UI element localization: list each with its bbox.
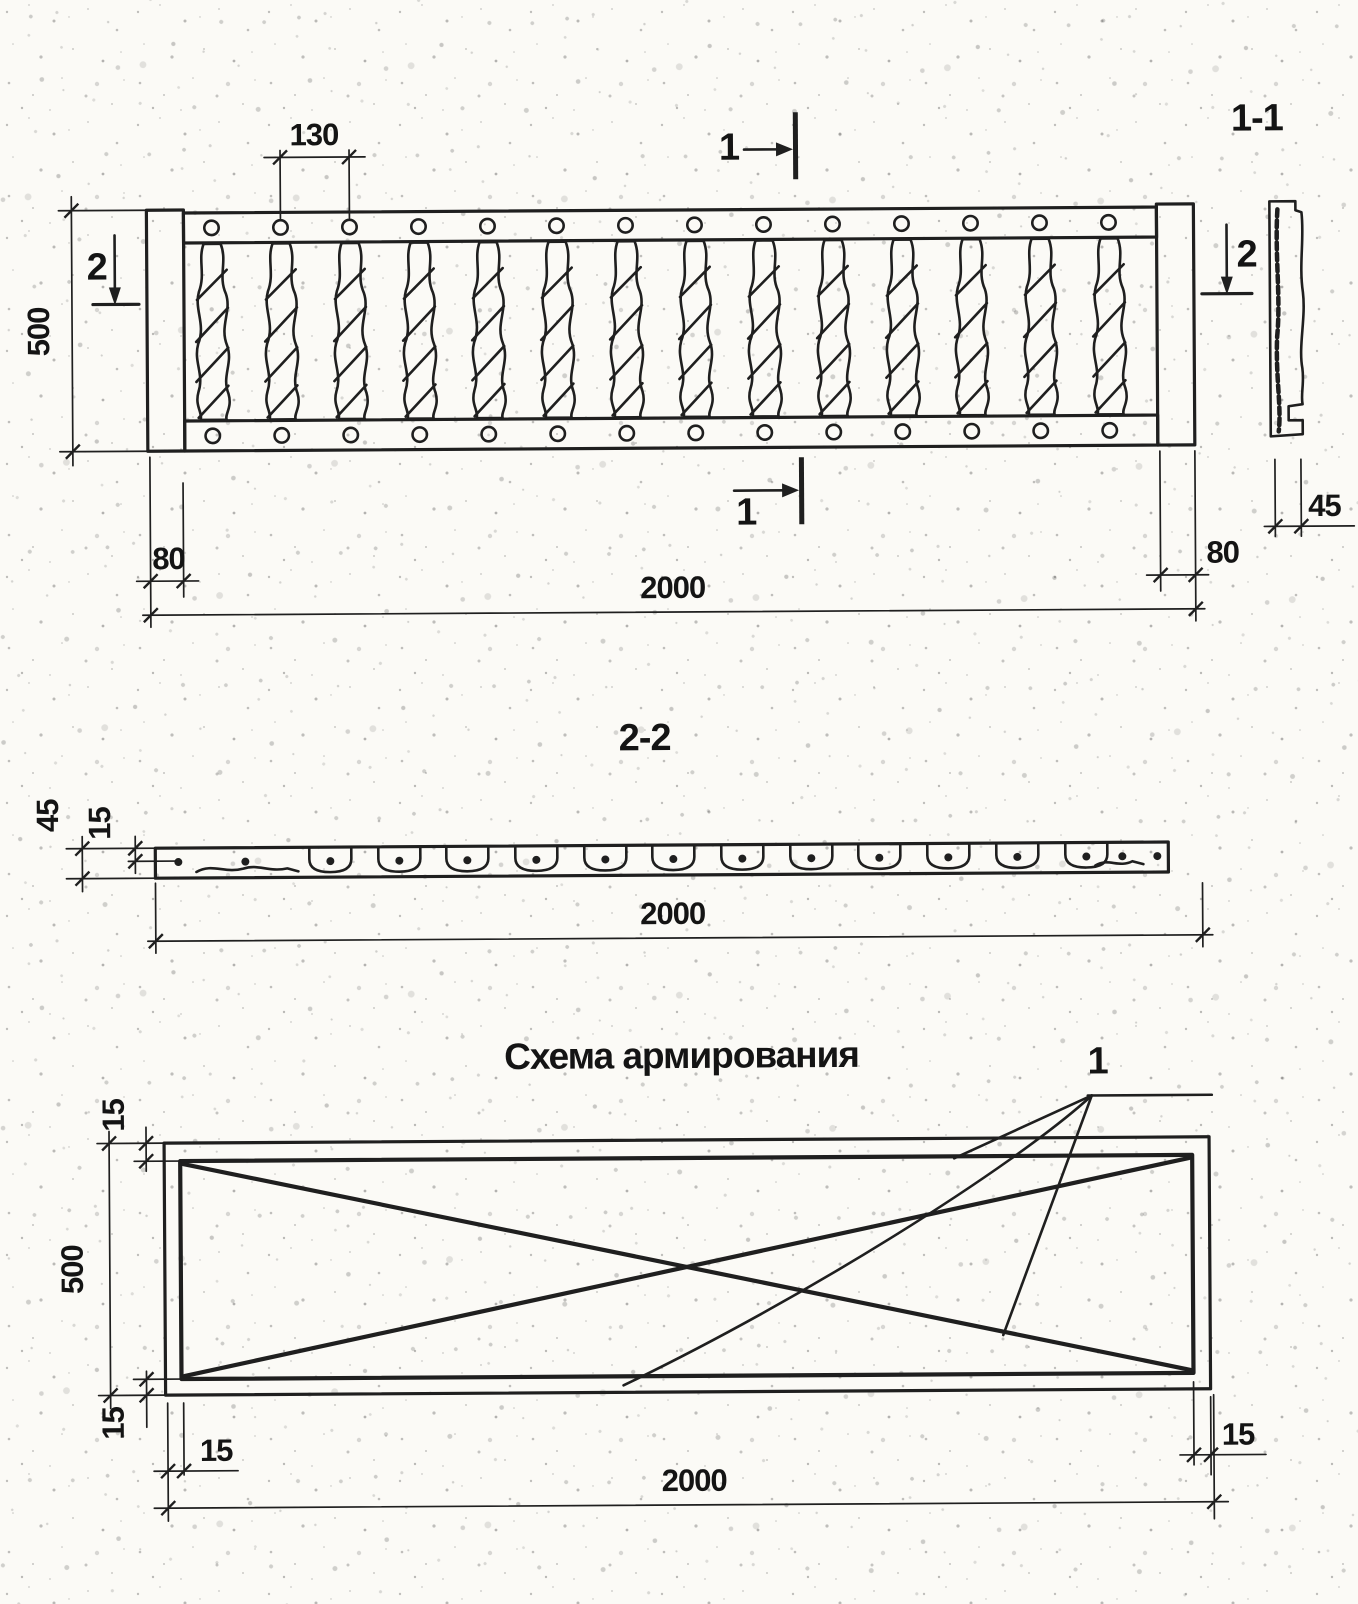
dim-scheme-height-label: 500 bbox=[54, 1245, 90, 1295]
section-2-left-label: 2 bbox=[86, 246, 107, 289]
dim-length-plan-label: 2000 bbox=[640, 895, 706, 932]
dim-edge-right-label: 80 bbox=[1206, 534, 1240, 570]
dim-height-label: 500 bbox=[20, 307, 57, 357]
dim-scheme-length-label: 2000 bbox=[661, 1462, 727, 1499]
section-1-bottom-label: 1 bbox=[736, 491, 757, 534]
dim-cover-left-label: 15 bbox=[199, 1432, 233, 1468]
dim-edge-left-label: 80 bbox=[152, 541, 185, 577]
dim-spacing-label: 130 bbox=[289, 117, 339, 153]
dim-cover-label: 15 bbox=[82, 807, 118, 840]
rebar-callout-label: 1 bbox=[1087, 1040, 1108, 1083]
section-1-1-title: 1-1 bbox=[1230, 97, 1283, 140]
dim-cover-right-label: 15 bbox=[1221, 1416, 1255, 1452]
scheme-title: Схема армирования bbox=[504, 1033, 860, 1078]
dim-thickness-label: 45 bbox=[1308, 487, 1341, 524]
section-2-right-label: 2 bbox=[1236, 233, 1257, 276]
dim-length-label: 2000 bbox=[640, 569, 706, 606]
dim-depth-label: 45 bbox=[29, 799, 66, 833]
dim-cover-bottom-label: 15 bbox=[95, 1407, 131, 1440]
dim-cover-top-label: 15 bbox=[95, 1099, 132, 1132]
section-2-2-title: 2-2 bbox=[618, 717, 671, 760]
section-1-top-label: 1 bbox=[718, 126, 740, 169]
